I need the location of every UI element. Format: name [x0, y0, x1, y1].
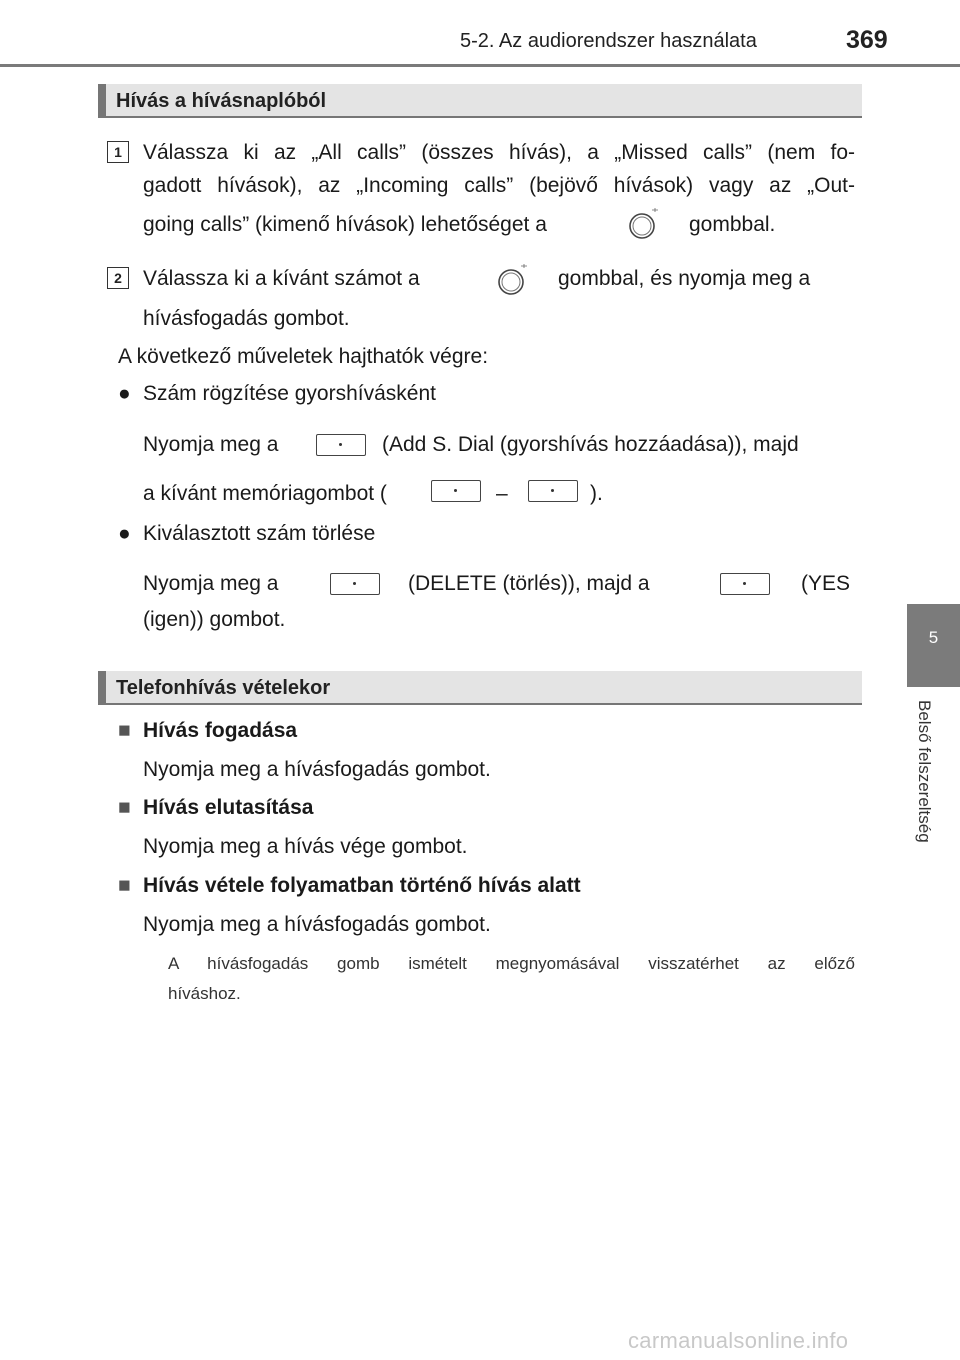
item3-title: Hívás vétele folyamatban történő hívás alatt [143, 874, 581, 897]
tune-knob-icon [626, 206, 662, 242]
op2-title: Kiválasztott szám törlése [143, 522, 376, 545]
op1-title: Szám rögzítése gyorshívásként [143, 382, 436, 405]
page-number: 369 [846, 26, 888, 54]
chapter-tab-number: 5 [928, 628, 939, 647]
tune-knob-icon [495, 262, 531, 298]
op1-line1a: Nyomja meg a [143, 433, 279, 456]
step1-line3b: gombbal. [689, 213, 776, 236]
step1-line1: Válassza ki az „All calls” (összes hívás), a „Missed calls” (nem fo- [143, 141, 855, 164]
step1-line2: gadott hívások), az „Incoming calls” (bejövő hívások) vagy az „Out- [143, 174, 855, 197]
square-bullet-icon: ■ [118, 719, 131, 742]
watermark: carmanualsonline.info [628, 1328, 849, 1353]
step2-line2: hívásfogadás gombot. [143, 307, 350, 330]
bullet-icon: ● [118, 522, 131, 545]
op2-line1c: (YES [801, 572, 851, 595]
item1-text: Nyomja meg a hívásfogadás gombot. [143, 758, 491, 781]
bullet-icon: ● [118, 382, 131, 405]
note-line2: híváshoz. [168, 984, 241, 1003]
step2-line1a: Válassza ki a kívánt számot a [143, 267, 420, 290]
op2-line2: (igen)) gombot. [143, 608, 286, 631]
op1-line2b: – [496, 482, 508, 505]
item2-text: Nyomja meg a hívás vége gombot. [143, 835, 468, 858]
section-heading-call-log [98, 84, 862, 118]
section-heading-text: Hívás a hívásnaplóból [116, 90, 327, 112]
section-heading-incoming-call [98, 671, 862, 705]
op1-line2a: a kívánt memóriagombot ( [143, 482, 387, 505]
op2-line1b: (DELETE (törlés)), majd a [408, 572, 650, 595]
operations-intro: A következő műveletek hajthatók végre: [118, 345, 489, 368]
step-number-1: 1 [107, 141, 129, 163]
step1-line3a: going calls” (kimenő hívások) lehetőséget a [143, 213, 547, 236]
running-header-title: 5-2. Az audiorendszer használata [460, 30, 757, 52]
screen-button-icon [431, 480, 481, 502]
item2-title: Hívás elutasítása [143, 796, 314, 819]
step-number-2: 2 [107, 267, 129, 289]
screen-button-icon [330, 573, 380, 595]
screen-button-icon [316, 434, 366, 456]
op1-line1b: (Add S. Dial (gyorshívás hozzáadása)), majd [382, 433, 799, 456]
square-bullet-icon: ■ [118, 874, 131, 897]
note-line1: A hívásfogadás gomb ismételt megnyomásával visszatérhet az előző [168, 954, 855, 973]
chapter-tab-label [904, 700, 944, 890]
section-heading-text: Telefonhívás vételekor [116, 677, 331, 699]
item1-title: Hívás fogadása [143, 719, 298, 742]
header-divider [0, 64, 960, 67]
step2-line1b: gombbal, és nyomja meg a [558, 267, 811, 290]
chapter-tab-label-text: Belső felszereltség [915, 700, 934, 843]
screen-button-icon [528, 480, 578, 502]
item3-text: Nyomja meg a hívásfogadás gombot. [143, 913, 491, 936]
op1-line2c: ). [590, 482, 603, 505]
screen-button-icon [720, 573, 770, 595]
op2-line1a: Nyomja meg a [143, 572, 279, 595]
square-bullet-icon: ■ [118, 796, 131, 819]
